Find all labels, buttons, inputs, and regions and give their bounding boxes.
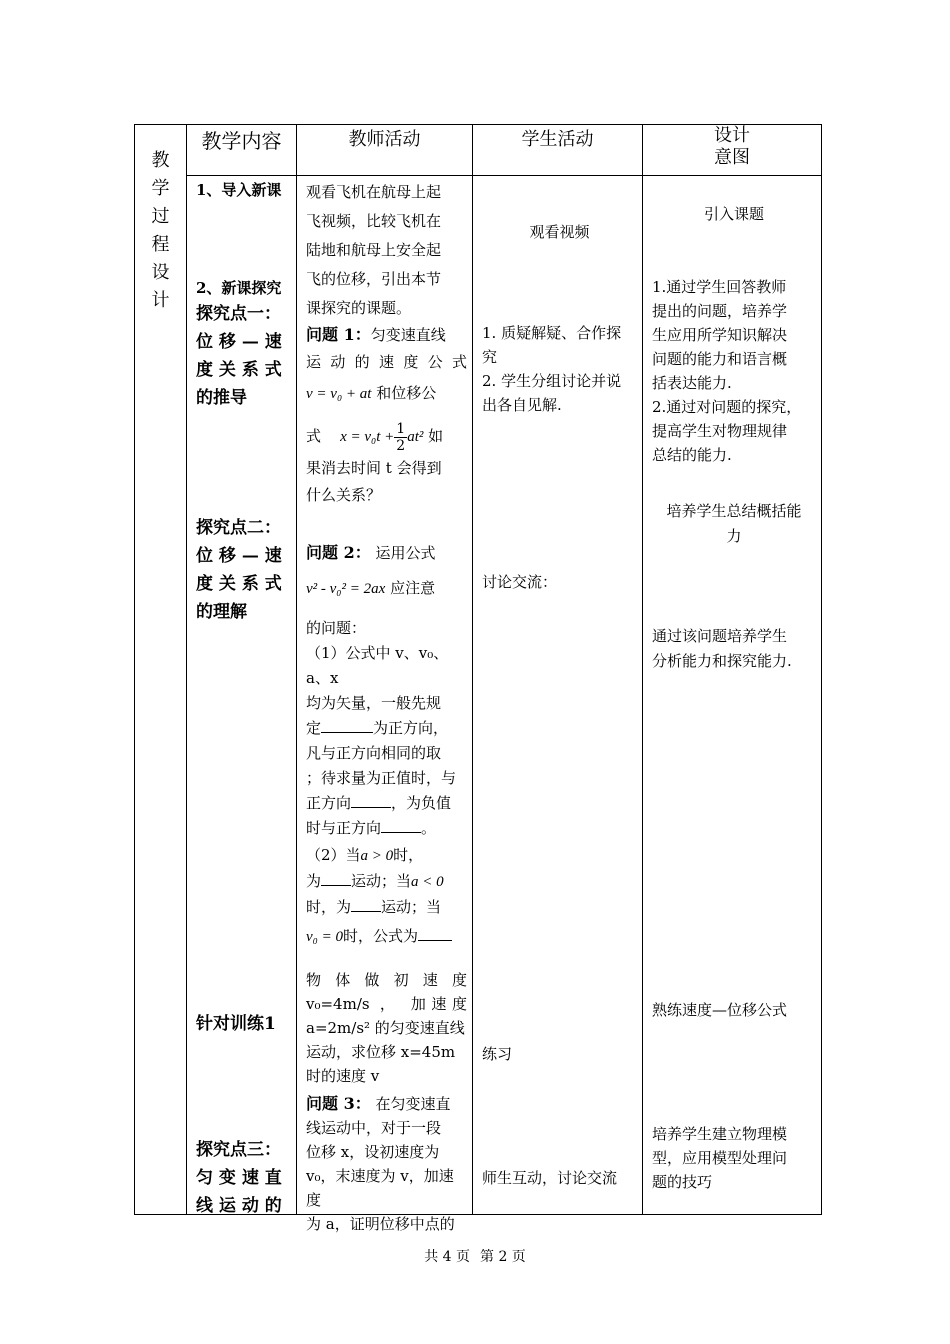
current-page: 第 2 页 bbox=[480, 1249, 526, 1265]
blank bbox=[321, 716, 373, 733]
explore-point-3: 探究点三： 匀 变 速 直 线 运 动 的 bbox=[196, 1140, 282, 1216]
student-column bbox=[473, 176, 643, 1215]
intent-training: 熟练速度—位移公式 bbox=[652, 1001, 788, 1019]
side-label: 教 学 过 程 设 计 bbox=[135, 125, 187, 1215]
teacher-question-2: 问题 2： 运用公式 v² - v₀² = 2ax 应注意 的问题： （1）公式中 v、v₀、a、x 均为矢量，一般先规 定 为正方向， 凡与正方向相同的取 ；待求量为正值时，与 正方向 ，为负值 时与正方向 。 （2）当a > 0时， 为 运动；当a < 0 时，为 运动；当 v₀ = 0时，公式为 bbox=[306, 543, 457, 945]
intent-intro: 引入课题 bbox=[703, 205, 764, 223]
intent-point-3: 培养学生建立物理模 型，应用模型处理问 题的技巧 bbox=[652, 1125, 788, 1191]
header-intent: 设计 意图 bbox=[643, 125, 822, 176]
blank bbox=[321, 869, 351, 886]
blank bbox=[351, 895, 381, 912]
intent-point-1b: 培养学生总结概括能 力 bbox=[666, 502, 802, 545]
teacher-training-1: 物体做初速度 v₀=4m/s ， 加速度 a=2m/s² 的匀变速直线 运动，求位移 x=45m 时的速度 v bbox=[306, 971, 467, 1085]
header-teacher: 教师活动 bbox=[297, 125, 473, 176]
student-point-3: 师生互动，讨论交流 bbox=[482, 1169, 618, 1187]
blank bbox=[381, 816, 421, 833]
student-intro: 观看视频 bbox=[529, 223, 590, 241]
explore-point-2: 探究点二： 位 移 — 速 度 关 系 式 的理解 bbox=[196, 518, 282, 622]
intent-point-1: 1.通过学生回答教师 提出的问题，培养学 生应用所学知识解决 问题的能力和语言概 括表达能力. 2.通过对问题的探究， 提高学生对物理规律 总结的能力. bbox=[652, 278, 802, 464]
student-point-2: 讨论交流： bbox=[482, 573, 558, 591]
blank bbox=[351, 791, 391, 808]
teacher-question-1: 问题 1：匀变速直线 运动的速度公式 v = v₀ + at 和位移公 式 x = v₀t + $\frac{1}{2}$ at² 如 果消去时间 t 会得到 什么关系？ bbox=[306, 325, 467, 504]
header-content: 教学内容 bbox=[187, 125, 297, 176]
teacher-column bbox=[297, 176, 473, 1233]
teacher-question-3: 问题 3： 在匀变速直 线运动中，对于一段 位移 x，设初速度为 v₀，末速度为 v，加速度 为 a，证明位移中点的 bbox=[306, 1094, 455, 1233]
explore-point-1: 探究点一： 位 移 — 速 度 关 系 式 的推导 bbox=[196, 304, 282, 408]
student-training: 练习 bbox=[482, 1045, 513, 1063]
section-intro: 1、导入新课 bbox=[196, 181, 282, 199]
header-student: 学生活动 bbox=[473, 125, 643, 176]
content-column bbox=[187, 176, 297, 1215]
lesson-plan-table bbox=[134, 124, 822, 1233]
page-footer bbox=[0, 1246, 950, 1266]
training-1: 针对训练1 bbox=[196, 1014, 276, 1034]
blank bbox=[418, 924, 452, 941]
intent-point-2: 通过该问题培养学生 分析能力和探究能力. bbox=[652, 627, 792, 670]
intent-column bbox=[643, 176, 822, 1215]
total-pages: 共 4 页 bbox=[424, 1249, 470, 1265]
section-new-lesson: 2、新课探究 bbox=[196, 279, 282, 297]
table-body-row bbox=[135, 176, 822, 1215]
student-point-1: 1. 质疑解疑、合作探 究 2. 学生分组讨论并说 出各自见解. bbox=[482, 324, 622, 414]
teacher-intro: 观看飞机在航母上起 飞视频，比较飞机在 陆地和航母上安全起 飞的位移，引出本节 课探究的课题。 bbox=[306, 183, 442, 317]
table-header-row bbox=[135, 125, 822, 176]
